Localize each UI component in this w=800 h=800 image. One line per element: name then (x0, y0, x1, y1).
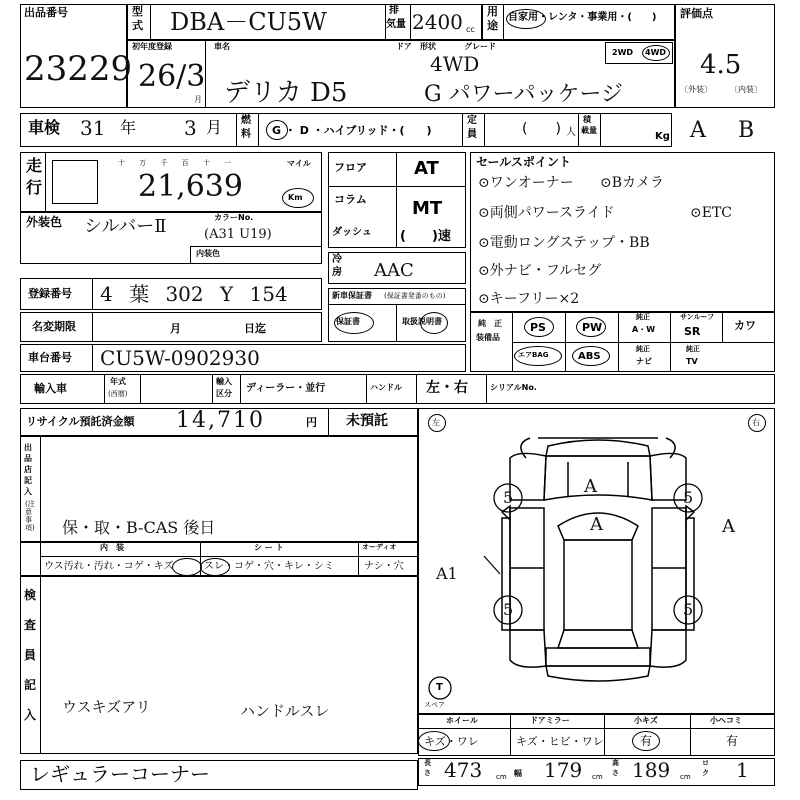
mileage-unit-mile: マイル (287, 159, 311, 168)
displacement-label: 排 (389, 5, 399, 16)
right-label: 右 (752, 418, 760, 427)
deadline-month: 月 (170, 322, 181, 335)
import-class-options: ディーラー・並行 (246, 383, 326, 394)
handle-options: 左・右 (426, 380, 468, 396)
drive-2wd: 2WD (612, 48, 634, 57)
tire-mark-fl: 5 (503, 488, 514, 507)
ps-circle (524, 317, 554, 337)
sunroof-label-2: SR (684, 325, 701, 338)
aw-label: 純正 (636, 313, 650, 321)
aw-label-2: A・W (632, 325, 656, 334)
fuel-options: G ・ D ・ハイブリッド・( ) (272, 124, 432, 137)
load-label-2: 載量 (581, 126, 597, 135)
load-label: 積 (583, 115, 591, 124)
score-label: 評価点 (680, 7, 713, 20)
inspector-label: 検査員記入 (24, 588, 37, 722)
small-scratch-label: 小キズ (634, 716, 658, 725)
import-year-label-2: (西暦) (108, 390, 128, 398)
recycle-unpaid-label: 未預託 (346, 413, 388, 429)
sales-point-4: ⊙ETC (690, 205, 733, 221)
displacement-unit: cc (466, 25, 475, 34)
color-box (20, 212, 322, 264)
abs-label: ABS (578, 351, 601, 362)
length-label-2: さ (424, 769, 431, 777)
height-unit: cm (680, 773, 691, 781)
inspection-year-unit: 年 (120, 118, 137, 137)
notes-sub-label: (注意事項) (25, 500, 35, 532)
exterior-grade: A (690, 118, 706, 143)
model-label: 型 (132, 5, 143, 18)
mirror-options: キズ・ヒビ・ワレ (516, 735, 604, 748)
height-label: 高 (612, 759, 619, 767)
width-value: 179 (544, 758, 583, 782)
serial-label: シリアルNo. (490, 383, 537, 392)
ac-label-2: 房 (332, 267, 342, 278)
score-value: 4.5 (700, 50, 742, 80)
interior-options: ウス汚れ・汚れ・コゲ・キズ (44, 561, 174, 572)
rock-value: 1 (736, 758, 749, 782)
corner-label: レギュラーコーナー (30, 762, 210, 786)
color-no-value: (A31 U19) (204, 227, 272, 242)
chassis-value: CU5W-0902930 (100, 346, 260, 370)
chassis-label: 車台番号 (28, 351, 72, 364)
recycle-unit: 円 (306, 416, 317, 429)
width-unit: cm (592, 773, 603, 781)
sales-point-1: ⊙ワンオーナー (478, 175, 574, 191)
registration-value: 4 葉 302 Y 154 (100, 282, 288, 306)
grade-value: G パワーパッケージ (424, 82, 624, 107)
grade-label: グレード (464, 42, 496, 51)
import-year-label: 年式 (110, 377, 126, 386)
drive-4wd: 4WD (645, 48, 667, 57)
column-label: コラム (334, 193, 367, 206)
inspection-month-unit: 月 (206, 118, 223, 137)
sales-point-2: ⊙Bカメラ (600, 175, 665, 191)
import-class-label: 輸入 (216, 377, 232, 386)
displacement-value: 2400 (412, 10, 463, 34)
equipment-label-2: 装備品 (476, 333, 500, 342)
inspector-note-2: ハンドルスレ (240, 702, 330, 720)
tire-mark-rr: 5 (683, 600, 694, 619)
mileage-check-box (52, 160, 98, 204)
exterior-grade-label: 〔外装〕 (680, 85, 712, 94)
first-reg-value: 26/3 (138, 59, 206, 94)
dash-label: ダッシュ (332, 227, 372, 238)
seat-heading: シ ー ト (254, 543, 284, 552)
length-value: 473 (444, 758, 483, 782)
recycle-label: リサイクル預託済金額 (26, 415, 135, 428)
leather-label: カワ (734, 319, 756, 332)
fuel-label: 燃 (241, 115, 251, 126)
speed-value: ( )速 (400, 229, 451, 244)
mileage-unit-km: Km (288, 193, 303, 202)
tv-label-2: TV (686, 357, 698, 366)
spare-label: スペア (424, 701, 445, 709)
inspector-note-1: ウスキズアリ (62, 698, 151, 716)
drive-selected-circle (642, 45, 670, 61)
small-scratch-circle (632, 731, 660, 751)
car-name-value: デリカ D5 (224, 78, 348, 108)
audio-heading: オーディオ (362, 543, 397, 551)
airbag-circle (514, 346, 562, 366)
wheel-scratch-circle (418, 731, 450, 751)
lot-label: 出品番号 (24, 6, 68, 19)
interior-grade: B (738, 118, 755, 143)
deadline-label: 名変期限 (32, 320, 76, 333)
displacement-label-2: 気量 (386, 19, 406, 30)
ac-label: 冷 (332, 254, 342, 265)
wheel-options: キズ・ワレ (424, 735, 479, 748)
sunroof-label: サンルーフ (680, 313, 715, 321)
usage-label: 用 (487, 5, 498, 18)
manual-book: 取扱説明書 (402, 317, 442, 326)
recycle-value: 14,710 (176, 408, 265, 433)
small-scratch-value: 有 (640, 734, 653, 748)
sales-point-3: ⊙両側パワースライド (478, 205, 615, 221)
model-code: DBA－CU5W (170, 8, 327, 36)
inspector-box (20, 576, 418, 754)
right-mark-a: A (722, 516, 735, 537)
navi-label: 純正 (636, 345, 650, 353)
tire-mark-rl: 5 (503, 600, 514, 619)
color-no-label: カラーNo. (214, 213, 254, 222)
sales-points-label: セールスポイント (476, 155, 571, 169)
tire-mark-fr: 5 (683, 488, 694, 507)
airbag-label: エアBAG (518, 351, 549, 359)
fuel-label-2: 料 (241, 129, 251, 140)
notes-text: 保・取・B-CAS 後日 (62, 518, 216, 537)
tv-label: 純正 (686, 345, 700, 353)
pw-circle (576, 317, 606, 337)
length-label: 長 (424, 759, 431, 767)
sales-point-5: ⊙電動ロングステップ・BB (478, 235, 650, 251)
lot-number: 23229 (24, 49, 133, 89)
ac-value: AAC (374, 260, 414, 281)
handle-label: ハンドル (370, 383, 402, 392)
interior-color-label: 内装色 (196, 249, 220, 258)
left-label: 左 (432, 418, 440, 427)
audio-options: ナシ・穴 (364, 561, 404, 572)
interior-grade-label: 〔内装〕 (730, 85, 762, 94)
deadline-day: 日迄 (244, 322, 266, 335)
import-label: 輸入車 (34, 382, 67, 395)
warranty-note: (保証書発番のもの) (384, 292, 446, 300)
mileage-label: 走 (26, 156, 43, 175)
exterior-color-value: シルバーⅡ (84, 216, 167, 237)
abs-circle (572, 346, 610, 366)
car-diagram-svg (418, 408, 775, 714)
inspection-year: 31 (80, 116, 106, 140)
capacity-unit: 人 (566, 127, 576, 138)
rock-label: ロ (702, 759, 709, 767)
seat-options: スレ・コゲ・穴・キレ・シミ (204, 561, 334, 572)
height-value: 189 (632, 758, 671, 782)
first-reg-label: 初年度登録 (132, 42, 172, 51)
left-mark-a1: A1 (436, 564, 458, 583)
usage-selected-circle (506, 9, 546, 29)
spare-mark: T (436, 682, 443, 693)
height-label-2: さ (612, 769, 619, 777)
small-dent-value: 有 (726, 734, 739, 748)
model-label-2: 式 (132, 19, 143, 32)
km-circle (282, 188, 314, 208)
import-class-label-2: 区分 (216, 389, 232, 398)
wheel-label: ホイール (446, 716, 478, 725)
shape-label: 形状 (420, 42, 436, 51)
mirror-label: ドアミラー (530, 716, 570, 725)
rock-label-2: ク (702, 769, 709, 777)
warranty-label: 新車保証書 (332, 291, 372, 300)
door-label: ドア (396, 42, 412, 51)
first-reg-month-unit: 月 (194, 95, 202, 104)
warranty-circle (334, 312, 374, 334)
mileage-label-2: 行 (26, 178, 43, 197)
inspection-month: 3 (184, 116, 197, 140)
registration-label: 登録番号 (28, 287, 72, 300)
load-unit: Kg (655, 131, 670, 142)
inspection-label: 車検 (28, 118, 61, 137)
mileage-units: 十 万 千 百 十 一 (118, 159, 238, 167)
seat-wear-circle (200, 558, 230, 576)
small-dent-label: 小ヘコミ (710, 716, 742, 725)
capacity-label-2: 員 (467, 129, 477, 140)
warranty-book: 保証書 (336, 317, 360, 326)
length-unit: cm (496, 773, 507, 781)
manual-circle (420, 312, 448, 334)
at-value: AT (414, 158, 439, 179)
pw-label: PW (582, 321, 603, 334)
exterior-color-label: 外装色 (26, 215, 63, 229)
navi-label-2: ナビ (636, 357, 652, 366)
car-name-label: 車名 (214, 42, 230, 51)
notes-label: 出品店記入 (24, 443, 32, 496)
interior-scratch-circle (172, 558, 202, 576)
fuel-selected-circle (266, 120, 288, 140)
capacity-label: 定 (467, 115, 477, 126)
interior-heading: 内 装 (100, 543, 124, 552)
mileage-value: 21,639 (138, 169, 243, 204)
usage-options: 自家用・レンタ・事業用・( ) (508, 12, 657, 23)
mt-value: MT (412, 198, 443, 219)
sales-point-6: ⊙外ナビ・フルセグ (478, 263, 602, 279)
hood-mark-a: A (584, 476, 597, 497)
grade-4wd: 4WD (430, 52, 480, 76)
width-label: 幅 (514, 769, 522, 778)
roof-mark-a: A (590, 514, 603, 535)
equipment-label: 純 正 (478, 319, 502, 328)
floor-label: フロア (334, 161, 367, 174)
sales-point-7: ⊙キーフリー×2 (478, 291, 580, 307)
capacity-value: ( ) (522, 121, 561, 137)
usage-label-2: 途 (487, 19, 498, 32)
ps-label: PS (530, 321, 546, 334)
